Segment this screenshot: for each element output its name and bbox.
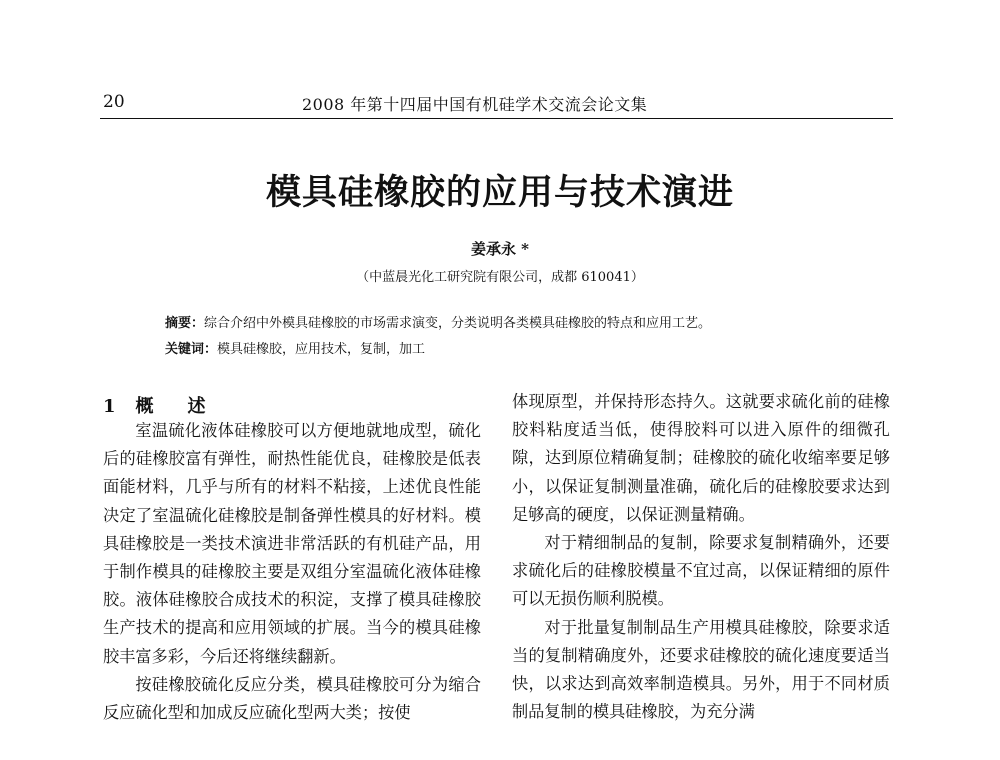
author: 姜承永 *	[470, 240, 530, 258]
right-column	[512, 388, 890, 726]
affiliation: （中蓝晨光化工研究院有限公司，成都 610041）	[356, 270, 644, 285]
keywords	[165, 338, 425, 357]
paragraph: 体现原型，并保持形态持久。这就要求硫化前的硅橡胶料粘度适当低，使得胶料可以进入原件的细微孔隙，达到原位精确复制；硅橡胶的硫化收缩率要足够小，以保证复制测量准确，硫化后的硅橡胶要求达到足够高的硬度，以保证测量精确。	[512, 392, 890, 524]
keywords-text: 模具硅橡胶，应用技术，复制，加工	[217, 342, 426, 357]
section-heading	[103, 392, 226, 418]
paragraph: 按硅橡胶硫化反应分类，模具硅橡胶可分为缩合反应硫化型和加成反应硫化型两大类；按使	[103, 674, 481, 723]
header-rule	[100, 118, 893, 119]
left-column	[103, 417, 481, 727]
abstract	[165, 312, 711, 331]
paper-title: 模具硅橡胶的应用与技术演进	[265, 172, 734, 213]
paragraph: 对于精细制品的复制，除要求复制精确外，还要求硫化后的硅橡胶模量不宜过高，以保证精细的原件可以无损伤顺利脱模。	[512, 533, 890, 609]
section-number: 1	[103, 396, 116, 417]
section-title-part2: 述	[187, 396, 206, 417]
section-title-part1: 概	[135, 396, 154, 417]
paragraph: 对于批量复制制品生产用模具硅橡胶，除要求适当的复制精确度外，还要求硅橡胶的硫化速度要适当快，以求达到高效率制造模具。另外，用于不同材质制品复制的模具硅橡胶，为充分满	[512, 617, 890, 722]
keywords-label: 关键词：	[165, 342, 218, 357]
abstract-label: 摘要：	[165, 316, 205, 331]
page-number: 20	[103, 92, 125, 112]
running-title: 2008 年第十四届中国有机硅学术交流会论文集	[302, 95, 648, 114]
paragraph: 室温硫化液体硅橡胶可以方便地就地成型，硫化后的硅橡胶富有弹性，耐热性能优良，硅橡胶是低表面能材料，几乎与所有的材料不粘接，上述优良性能决定了室温硫化硅橡胶是制备弹性模具的好材料。模具硅橡胶是一类技术演进非常活跃的有机硅产品，用于制作模具的硅橡胶主要是双组分室温硫化液体硅橡胶。液体硅橡胶合成技术的积淀，支撑了模具硅橡胶生产技术的提高和应用领域的扩展。当今的模具硅橡胶丰富多彩，今后还将继续翻新。	[103, 421, 481, 666]
abstract-text: 综合介绍中外模具硅橡胶的市场需求演变，分类说明各类模具硅橡胶的特点和应用工艺。	[204, 316, 712, 331]
